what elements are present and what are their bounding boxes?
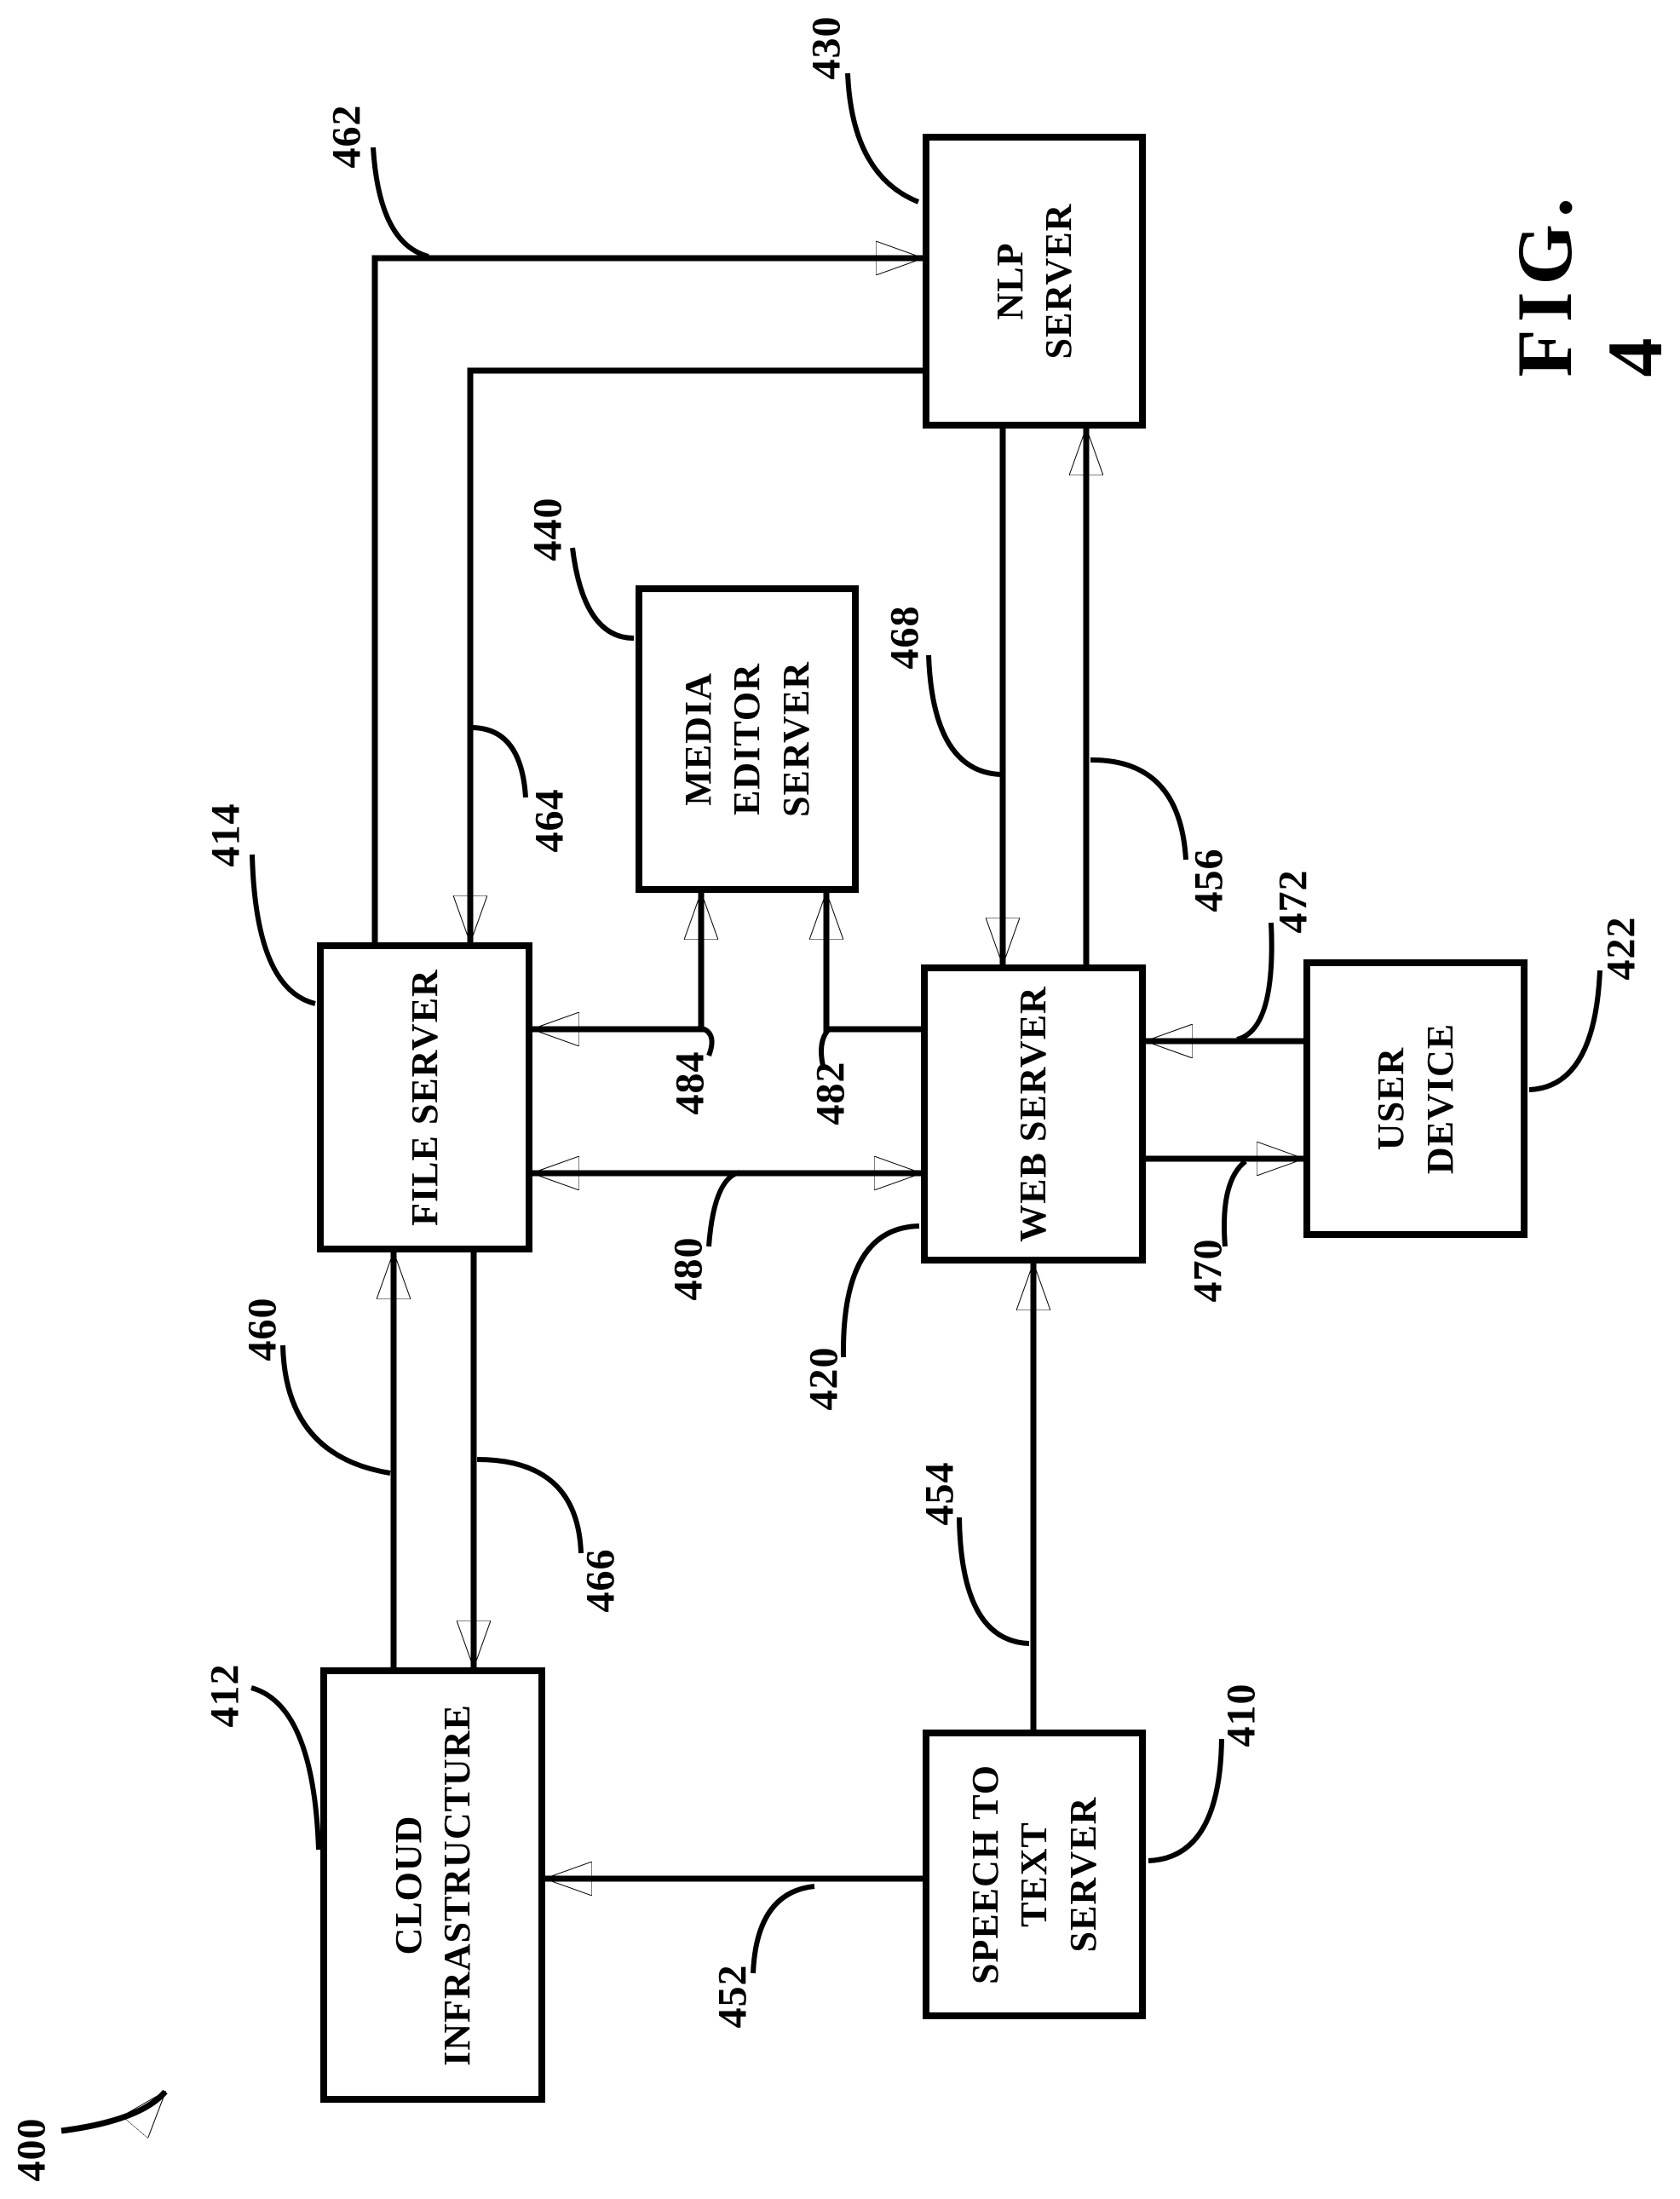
figure-title: FIG. 4 [1501, 190, 1678, 377]
ref-label-456: 456 [1186, 848, 1232, 912]
box-web-server: WEB SERVER [921, 964, 1146, 1264]
leader-480 [709, 1172, 739, 1246]
ref-label-410: 410 [1218, 1683, 1264, 1747]
leader-468 [929, 655, 1001, 774]
box-user-device: USER DEVICE [1303, 959, 1528, 1238]
ref-label-440: 440 [525, 497, 571, 561]
box-nlp-server: NLP SERVER [923, 134, 1146, 429]
leader-466 [477, 1459, 581, 1553]
leader-464 [471, 728, 526, 797]
ref-label-468: 468 [882, 605, 928, 670]
ref-label-452: 452 [710, 1964, 756, 2029]
leader-456 [1090, 760, 1186, 860]
ref-label-454: 454 [917, 1461, 963, 1526]
ref-label-460: 460 [239, 1297, 285, 1361]
leader-422 [1529, 970, 1600, 1090]
leader-420 [843, 1226, 919, 1357]
ref-label-466: 466 [578, 1548, 624, 1613]
connector-482 [826, 893, 921, 1029]
leader-454 [959, 1517, 1029, 1643]
ref-label-470: 470 [1185, 1238, 1231, 1303]
leader-410 [1148, 1739, 1222, 1861]
ref-label-472: 472 [1270, 869, 1316, 934]
leader-440 [572, 548, 634, 638]
box-file-server: FILE SERVER [317, 942, 532, 1252]
leader-472 [1237, 923, 1272, 1039]
ref-label-484: 484 [667, 1051, 713, 1115]
ref-label-480: 480 [665, 1236, 711, 1301]
ref-label-482: 482 [808, 1061, 854, 1125]
ref-label-430: 430 [803, 15, 849, 80]
ref-label-462: 462 [324, 104, 370, 169]
ref-label-422: 422 [1598, 916, 1644, 981]
ref-label-400: 400 [9, 2117, 55, 2182]
leader-430 [848, 73, 918, 202]
box-speech-to-text-server: SPEECH TO TEXT SERVER [923, 1730, 1146, 2019]
ref-label-420: 420 [801, 1346, 847, 1411]
figure-lead-arrow [61, 2092, 165, 2131]
ref-label-414: 414 [203, 803, 249, 867]
connector-484 [532, 893, 701, 1029]
leader-460 [283, 1345, 390, 1473]
leader-412 [251, 1688, 319, 1850]
leader-470 [1224, 1161, 1246, 1246]
leader-452 [753, 1886, 814, 1973]
box-media-editor-server: MEDIA EDITOR SERVER [636, 585, 859, 893]
leader-414 [252, 855, 315, 1004]
ref-label-412: 412 [202, 1663, 248, 1728]
leader-462 [373, 147, 429, 256]
box-cloud-infrastructure: CLOUD INFRASTRUCTURE [320, 1667, 545, 2103]
ref-label-464: 464 [526, 788, 572, 853]
